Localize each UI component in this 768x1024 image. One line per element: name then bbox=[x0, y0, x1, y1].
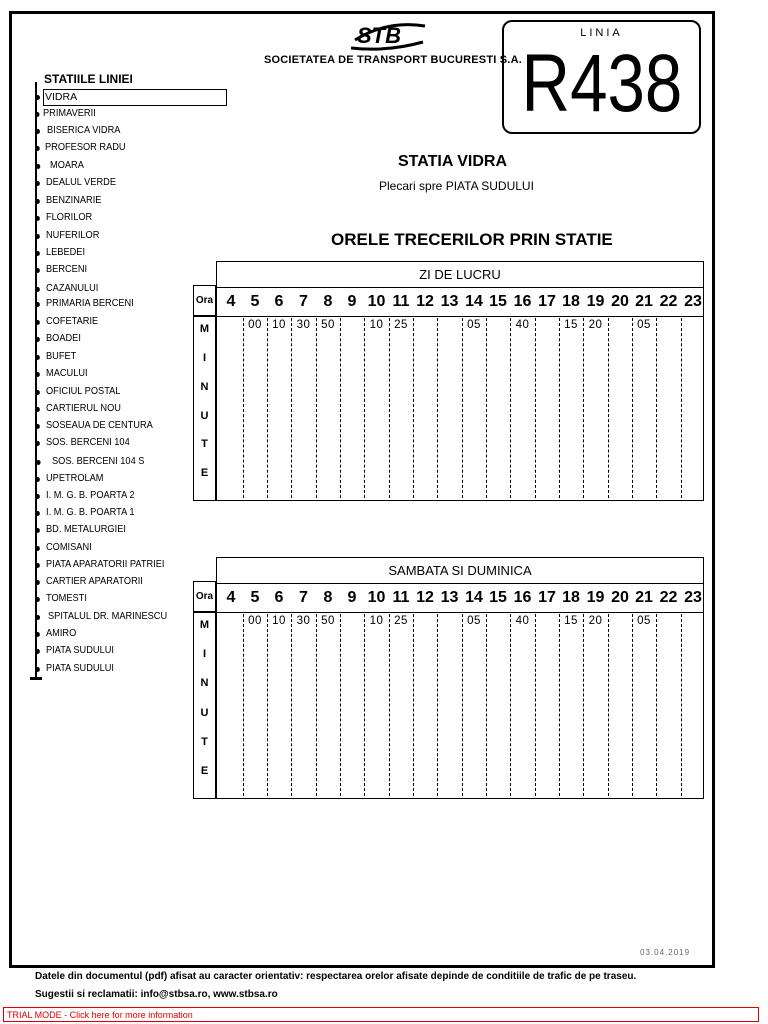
stop-dot-icon bbox=[35, 511, 39, 516]
hour-cell: 5 bbox=[250, 589, 260, 606]
stop-label: SOSEAUA DE CENTURA bbox=[46, 419, 153, 431]
minute-letter: U bbox=[200, 706, 209, 719]
stop-label: OFICIUL POSTAL bbox=[46, 385, 121, 397]
column-divider bbox=[656, 614, 657, 796]
route-line bbox=[35, 82, 37, 679]
hour-cell: 22 bbox=[659, 589, 678, 606]
column-divider bbox=[510, 614, 511, 796]
stop-label: COFETARIE bbox=[46, 315, 99, 327]
hour-cell: 10 bbox=[367, 293, 386, 310]
stop-item bbox=[43, 89, 227, 106]
route-end-marker bbox=[30, 677, 42, 680]
stop-label: BERCENI bbox=[46, 263, 88, 275]
hour-cell: 21 bbox=[635, 293, 653, 310]
hour-cell: 19 bbox=[586, 293, 605, 310]
stop-label: BD. METALURGIEI bbox=[46, 523, 126, 535]
hour-cell: 16 bbox=[513, 293, 532, 310]
stop-item bbox=[46, 297, 134, 309]
disclaimer-text: Datele din documentul (pdf) afisat au caracter orientativ: respectarea orelor afisate depinde de conditiile de trafic de pe traseu. bbox=[35, 971, 637, 982]
stop-label: CAZANULUI bbox=[46, 282, 99, 294]
stop-label: CARTIER APARATORII bbox=[46, 575, 143, 587]
minute-cell: 05 bbox=[637, 615, 651, 627]
column-divider bbox=[267, 614, 268, 796]
stop-dot-icon bbox=[36, 129, 40, 134]
column-divider bbox=[632, 614, 633, 796]
print-date: 03.04.2019 bbox=[640, 948, 691, 957]
column-divider bbox=[462, 614, 463, 796]
minute-letter: U bbox=[200, 409, 209, 422]
minute-letter: M bbox=[199, 323, 210, 335]
line-code: R438 bbox=[521, 38, 683, 129]
stop-item bbox=[46, 211, 92, 223]
minute-cell: 20 bbox=[588, 615, 603, 627]
hour-cell: 22 bbox=[659, 293, 678, 310]
column-divider bbox=[608, 318, 609, 498]
column-divider bbox=[510, 318, 511, 498]
hour-cell: 9 bbox=[347, 589, 357, 606]
hour-cell: 15 bbox=[489, 589, 507, 606]
line-label: LINIA bbox=[580, 27, 623, 39]
hour-cell: 14 bbox=[465, 293, 483, 310]
stop-dot-icon bbox=[35, 424, 39, 429]
minute-letter: N bbox=[200, 677, 209, 690]
stop-dot-icon bbox=[35, 320, 39, 325]
stop-label: PIATA APARATORII PATRIEI bbox=[46, 558, 165, 570]
column-divider bbox=[462, 318, 463, 498]
stop-item bbox=[47, 124, 120, 136]
stop-dot-icon bbox=[35, 146, 39, 151]
column-divider bbox=[681, 614, 682, 796]
column-divider bbox=[437, 614, 438, 796]
hour-cell: 7 bbox=[299, 293, 308, 310]
column-divider bbox=[389, 318, 390, 498]
minute-cell: 15 bbox=[564, 319, 578, 331]
stop-label: PRIMAVERII bbox=[43, 107, 96, 119]
stop-dot-icon bbox=[35, 112, 39, 117]
stop-label: BISERICA VIDRA bbox=[47, 124, 121, 136]
stop-dot-icon bbox=[35, 337, 39, 342]
hour-cell: 17 bbox=[538, 293, 556, 310]
stop-item bbox=[46, 627, 76, 639]
stop-label: TOMESTI bbox=[46, 592, 87, 604]
minute-cell: 50 bbox=[321, 615, 335, 627]
column-divider bbox=[486, 614, 487, 796]
stop-dot-icon bbox=[36, 615, 40, 620]
hour-cell: 21 bbox=[635, 589, 653, 606]
stops-title: STATIILE LINIEI bbox=[44, 72, 133, 86]
column-divider bbox=[389, 614, 390, 796]
column-divider bbox=[608, 614, 609, 796]
direction-text: Plecari spre PIATA SUDULUI bbox=[379, 179, 534, 193]
stop-item bbox=[46, 489, 134, 501]
column-divider bbox=[291, 614, 292, 796]
column-divider bbox=[486, 318, 487, 498]
stop-label: CARTIERUL NOU bbox=[46, 402, 121, 414]
passes-title: ORELE TRECERILOR PRIN STATIE bbox=[331, 230, 613, 249]
column-divider bbox=[364, 614, 365, 796]
column-divider bbox=[583, 318, 584, 498]
stop-dot-icon bbox=[35, 649, 39, 654]
stop-label: BUFET bbox=[46, 350, 77, 362]
column-divider bbox=[632, 318, 633, 498]
hour-cell: 20 bbox=[611, 293, 629, 310]
hour-cell: 16 bbox=[513, 589, 532, 606]
stop-dot-icon bbox=[35, 372, 39, 377]
stop-dot-icon bbox=[35, 441, 39, 446]
column-divider bbox=[340, 318, 341, 498]
stop-item bbox=[46, 402, 121, 414]
stop-label: VIDRA bbox=[45, 91, 78, 103]
stop-item bbox=[52, 455, 144, 467]
stop-label: FLORILOR bbox=[46, 211, 93, 223]
stop-label: SPITALUL DR. MARINESCU bbox=[48, 610, 168, 622]
stop-label: I. M. G. B. POARTA 1 bbox=[46, 506, 135, 518]
stop-label: PIATA SUDULUI bbox=[46, 644, 114, 656]
stop-label: UPETROLAM bbox=[46, 472, 104, 484]
hour-cell: 8 bbox=[323, 293, 333, 310]
column-divider bbox=[316, 614, 317, 796]
hour-cell: 23 bbox=[684, 589, 702, 606]
minute-cell: 10 bbox=[272, 319, 286, 331]
hour-cell: 7 bbox=[299, 589, 308, 606]
hour-cell: 17 bbox=[538, 589, 556, 606]
stop-dot-icon bbox=[35, 251, 39, 256]
column-divider bbox=[243, 318, 244, 498]
stop-label: SOS. BERCENI 104 S bbox=[52, 455, 145, 467]
minute-letter: E bbox=[200, 467, 209, 480]
hour-cell: 14 bbox=[465, 589, 483, 606]
stop-item bbox=[46, 541, 92, 553]
hour-cell: 4 bbox=[226, 293, 236, 310]
minute-cell: 20 bbox=[588, 319, 603, 331]
column-divider bbox=[681, 318, 682, 498]
stop-label: SOS. BERCENI 104 bbox=[46, 436, 130, 448]
column-divider bbox=[583, 614, 584, 796]
minute-cell: 00 bbox=[248, 319, 262, 331]
stop-label: MOARA bbox=[50, 159, 84, 171]
minute-letter: I bbox=[202, 351, 207, 364]
stop-item bbox=[43, 107, 96, 119]
hours-divider bbox=[217, 612, 703, 613]
stop-item bbox=[46, 575, 143, 587]
stop-label: BENZINARIE bbox=[46, 194, 102, 206]
hour-cell: 18 bbox=[562, 589, 580, 606]
stop-label: COMISANI bbox=[46, 541, 92, 553]
hour-cell: 9 bbox=[347, 293, 357, 310]
minute-cell: 25 bbox=[394, 615, 408, 627]
timetable bbox=[216, 261, 704, 501]
minute-cell: 10 bbox=[369, 319, 384, 331]
timetable-title: SAMBATA SI DUMINICA bbox=[217, 558, 703, 584]
stop-item bbox=[46, 385, 120, 397]
stop-label: I. M. G. B. POARTA 2 bbox=[46, 489, 135, 501]
stop-dot-icon bbox=[35, 563, 39, 568]
column-divider bbox=[535, 614, 536, 796]
hour-cell: 10 bbox=[367, 589, 386, 606]
stop-label: NUFERILOR bbox=[46, 229, 100, 241]
stop-item bbox=[46, 472, 104, 484]
stop-dot-icon bbox=[35, 477, 39, 482]
stop-dot-icon bbox=[36, 164, 40, 169]
stop-item bbox=[46, 662, 114, 674]
minute-cell: 50 bbox=[321, 319, 335, 331]
hour-cell: 19 bbox=[586, 589, 605, 606]
hour-cell: 11 bbox=[392, 293, 410, 310]
hour-cell: 11 bbox=[392, 589, 410, 606]
stop-label: PROFESOR RADU bbox=[45, 141, 126, 153]
column-divider bbox=[413, 318, 414, 498]
stop-dot-icon bbox=[35, 667, 39, 672]
stop-dot-icon bbox=[35, 95, 40, 100]
hour-cell: 8 bbox=[323, 589, 333, 606]
stb-logo bbox=[347, 18, 429, 57]
minute-cell: 05 bbox=[467, 615, 481, 627]
stop-item bbox=[46, 419, 153, 431]
stop-dot-icon bbox=[35, 597, 39, 602]
stop-item bbox=[46, 523, 126, 535]
stop-dot-icon bbox=[35, 199, 39, 204]
svg-text:STB: STB bbox=[357, 23, 401, 48]
hour-cell: 23 bbox=[684, 293, 702, 310]
hour-cell: 20 bbox=[611, 589, 629, 606]
minute-cell: 05 bbox=[637, 319, 651, 331]
stop-item bbox=[48, 610, 167, 622]
minute-label-box bbox=[193, 612, 216, 799]
stop-item bbox=[46, 436, 130, 448]
ora-label: Ora bbox=[193, 581, 216, 612]
column-divider bbox=[559, 318, 560, 498]
station-name: STATIA VIDRA bbox=[398, 153, 508, 170]
stop-dot-icon bbox=[35, 234, 39, 239]
stop-label: BOADEI bbox=[46, 332, 81, 344]
hour-cell: 18 bbox=[562, 293, 580, 310]
minute-label-box bbox=[193, 316, 216, 501]
minute-letter: I bbox=[202, 648, 207, 661]
line-badge bbox=[502, 20, 701, 134]
column-divider bbox=[340, 614, 341, 796]
ora-label: Ora bbox=[193, 285, 216, 316]
stop-item bbox=[46, 332, 81, 344]
hour-cell: 12 bbox=[416, 589, 434, 606]
stop-dot-icon bbox=[35, 528, 39, 533]
stop-item bbox=[46, 558, 164, 570]
stop-label: PRIMARIA BERCENI bbox=[46, 297, 134, 309]
stop-item bbox=[46, 315, 98, 327]
timetable-title: ZI DE LUCRU bbox=[217, 262, 703, 288]
stop-label: AMIRO bbox=[46, 627, 77, 639]
minute-cell: 25 bbox=[394, 319, 408, 331]
hour-cell: 6 bbox=[274, 589, 284, 606]
stop-dot-icon bbox=[35, 268, 39, 273]
stop-item bbox=[46, 592, 87, 604]
stop-dot-icon bbox=[35, 302, 39, 307]
trial-mode-link[interactable]: TRIAL MODE - Click here for more information bbox=[3, 1007, 759, 1022]
hour-cell: 12 bbox=[416, 293, 434, 310]
column-divider bbox=[291, 318, 292, 498]
stop-label: LEBEDEI bbox=[46, 246, 86, 258]
hour-cell: 5 bbox=[250, 293, 260, 310]
stop-item bbox=[46, 246, 85, 258]
column-divider bbox=[316, 318, 317, 498]
column-divider bbox=[656, 318, 657, 498]
minute-cell: 15 bbox=[564, 615, 578, 627]
stop-label: MACULUI bbox=[46, 367, 88, 379]
stop-item bbox=[46, 176, 116, 188]
stop-dot-icon bbox=[35, 407, 39, 412]
stop-item bbox=[46, 367, 88, 379]
column-divider bbox=[437, 318, 438, 498]
hours-divider bbox=[217, 316, 703, 317]
stop-dot-icon bbox=[35, 355, 39, 360]
minute-letter: T bbox=[201, 438, 208, 451]
column-divider bbox=[243, 614, 244, 796]
stop-dot-icon bbox=[35, 494, 39, 499]
hour-cell: 13 bbox=[440, 293, 459, 310]
stop-dot-icon bbox=[35, 216, 39, 221]
stop-item bbox=[46, 506, 134, 518]
minute-cell: 30 bbox=[296, 319, 311, 331]
stop-item bbox=[46, 194, 101, 206]
stop-dot-icon bbox=[36, 460, 40, 465]
minute-letter: N bbox=[200, 380, 209, 393]
minute-letter: T bbox=[201, 735, 208, 748]
stop-dot-icon bbox=[35, 181, 39, 186]
column-divider bbox=[535, 318, 536, 498]
minute-cell: 10 bbox=[272, 615, 286, 627]
stop-dot-icon bbox=[35, 287, 39, 292]
minute-cell: 40 bbox=[515, 615, 530, 627]
minute-cell: 30 bbox=[296, 615, 311, 627]
minute-cell: 10 bbox=[369, 615, 384, 627]
stop-item bbox=[46, 350, 76, 362]
minute-cell: 05 bbox=[467, 319, 481, 331]
stop-item bbox=[46, 229, 99, 241]
hour-cell: 6 bbox=[274, 293, 284, 310]
column-divider bbox=[267, 318, 268, 498]
stop-item bbox=[45, 141, 126, 153]
stop-dot-icon bbox=[35, 546, 39, 551]
minute-cell: 40 bbox=[515, 319, 530, 331]
hour-cell: 15 bbox=[489, 293, 507, 310]
column-divider bbox=[413, 614, 414, 796]
stop-item bbox=[46, 282, 98, 294]
column-divider bbox=[364, 318, 365, 498]
contact-text: Sugestii si reclamatii: info@stbsa.ro, www.stbsa.ro bbox=[35, 989, 278, 1000]
stop-label: DEALUL VERDE bbox=[46, 176, 117, 188]
minute-letter: M bbox=[199, 619, 210, 631]
hour-cell: 4 bbox=[226, 589, 236, 606]
minute-letter: E bbox=[200, 764, 209, 777]
stop-label: PIATA SUDULUI bbox=[46, 662, 114, 674]
stop-item bbox=[46, 263, 87, 275]
stop-dot-icon bbox=[35, 390, 39, 395]
timetable bbox=[216, 557, 704, 799]
hour-cell: 13 bbox=[440, 589, 459, 606]
minute-cell: 00 bbox=[248, 615, 262, 627]
stop-dot-icon bbox=[35, 580, 39, 585]
stop-item bbox=[50, 159, 84, 171]
stop-item bbox=[46, 644, 114, 656]
column-divider bbox=[559, 614, 560, 796]
company-name: SOCIETATEA DE TRANSPORT BUCURESTI S.A. bbox=[264, 54, 522, 66]
stop-dot-icon bbox=[35, 632, 39, 637]
